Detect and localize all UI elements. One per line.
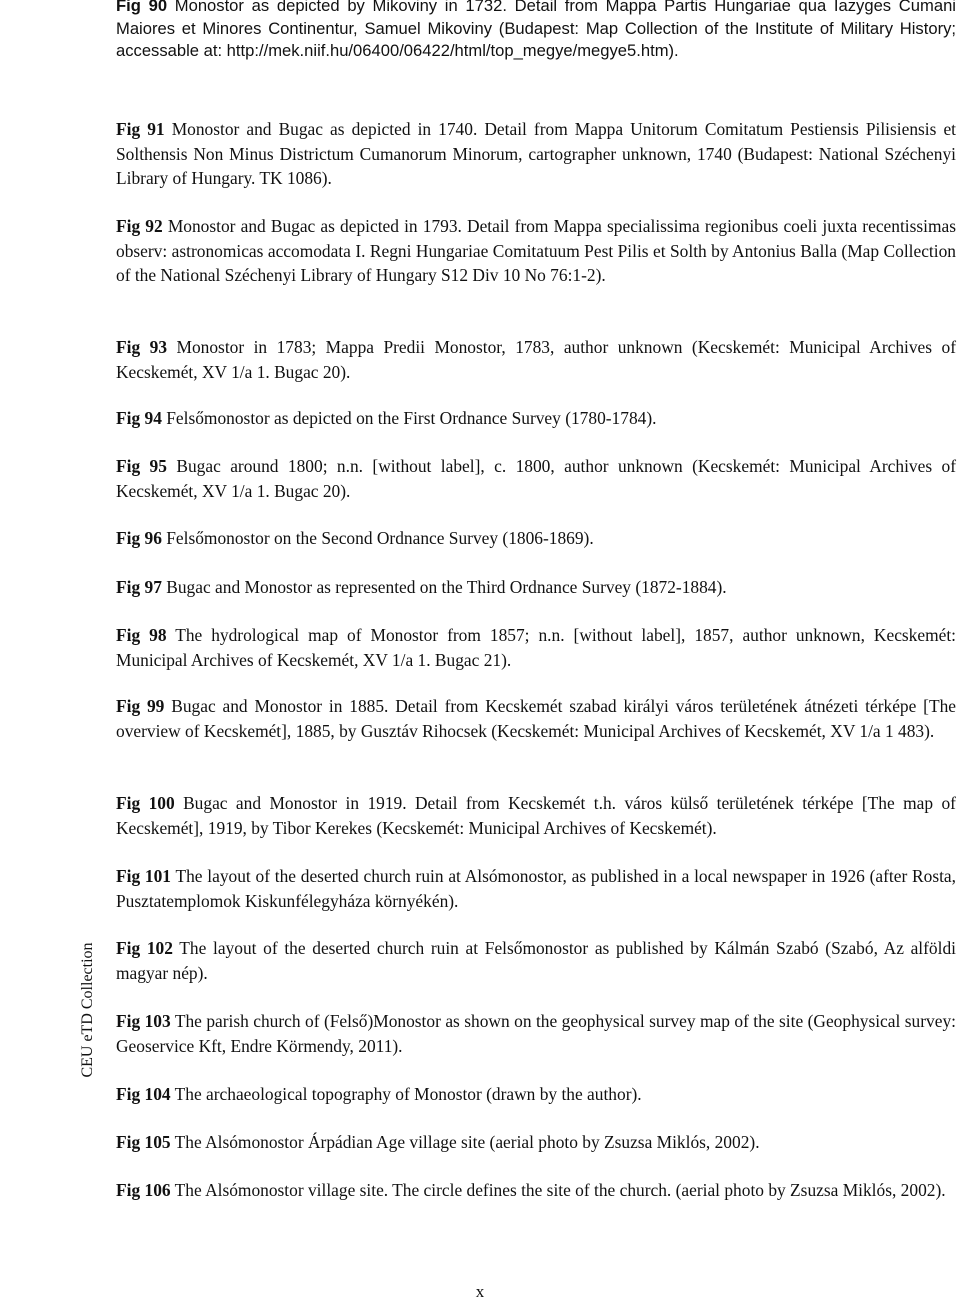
figure-caption-95: Fig 95 Bugac around 1800; n.n. [without label], c. 1800, author unknown (Kecskemét: Municipal Archives of Kecskemét, XV 1/a 1. Bugac 20). <box>116 456 956 501</box>
figure-caption-101: Fig 101 The layout of the deserted church ruin at Alsómonostor, as published in a local newspaper in 1926 (after Rosta, Pusztatemplomok Kiskunfélegyháza környékén). <box>116 866 956 911</box>
figure-caption-99: Fig 99 Bugac and Monostor in 1885. Detail from Kecskemét szabad királyi város területének átnézeti térképe [The overview of Kecskemét], 1885, by Gusztáv Rihocsek (Kecskemét: Municipal Archives of Kecskemét, XV 1/a 1 483). <box>116 696 957 741</box>
figure-caption-97: Fig 97 Bugac and Monostor as represented on the Third Ordnance Survey (1872-1884). <box>116 577 727 597</box>
figure-caption-105: Fig 105 The Alsómonostor Árpádian Age village site (aerial photo by Zsuzsa Miklós, 2002). <box>116 1132 760 1152</box>
figure-caption-90: Fig 90 Monostor as depicted by Mikoviny in 1732. Detail from Mappa Partis Hungariae qua Iazyges Cumani Maiores et Minores Continentur, Samuel Mikoviny (Budapest: Map Collection of the Institute of Military History; accessable at: http://mek.niif.hu/06400/06422/html/top_megye/megye5.htm). <box>116 0 956 61</box>
figure-caption-98: Fig 98 The hydrological map of Monostor from 1857; n.n. [without label], 1857, author unknown, Kecskemét: Municipal Archives of Kecskemét, XV 1/a 1. Bugac 21). <box>116 625 957 670</box>
figure-caption-106: Fig 106 The Alsómonostor village site. The circle defines the site of the church. (aerial photo by Zsuzsa Miklós, 2002). <box>116 1180 946 1200</box>
figure-caption-100: Fig 100 Bugac and Monostor in 1919. Detail from Kecskemét t.h. város külső területének térképe [The map of Kecskemét], 1919, by Tibor Kerekes (Kecskemét: Municipal Archives of Kecskemét). <box>116 793 956 838</box>
figure-caption-104: Fig 104 The archaeological topography of Monostor (drawn by the author). <box>116 1084 642 1104</box>
figure-caption-93: Fig 93 Monostor in 1783; Mappa Predii Monostor, 1783, author unknown (Kecskemét: Municipal Archives of Kecskemét, XV 1/a 1. Bugac 20). <box>116 337 956 382</box>
collection-side-label: CEU eTD Collection <box>79 942 96 1078</box>
figure-caption-103: Fig 103 The parish church of (Felső)Monostor as shown on the geophysical survey map of the site (Geophysical survey: Geoservice Kft, Endre Körmendy, 2011). <box>116 1011 956 1056</box>
figure-caption-94: Fig 94 Felsőmonostor as depicted on the First Ordnance Survey (1780-1784). <box>116 408 657 428</box>
figure-caption-92: Fig 92 Monostor and Bugac as depicted in 1793. Detail from Mappa specialissima regionibus coeli juxta recentissimas observ: astronomicas accomodata I. Regni Hungariae Comitatuum Pest Pilis et Solth by Antonius Balla (Map Collection of the National Széchenyi Library of Hungary S12 Div 10 No 76:1-2). <box>116 216 956 285</box>
page-number: x <box>475 1282 485 1301</box>
figure-caption-96: Fig 96 Felsőmonostor on the Second Ordnance Survey (1806-1869). <box>116 528 594 548</box>
figure-caption-102: Fig 102 The layout of the deserted church ruin at Felsőmonostor as published by Kálmán Szabó (Szabó, Az alföldi magyar nép). <box>116 938 956 983</box>
figure-caption-91: Fig 91 Monostor and Bugac as depicted in 1740. Detail from Mappa Unitorum Comitatum Pestiensis Pilisiensis et Solthensis Non Minus Districtum Cumanorum Minorum, cartographer unknown, 1740 (Budapest: National Széchenyi Library of Hungary. TK 1086). <box>116 119 956 188</box>
